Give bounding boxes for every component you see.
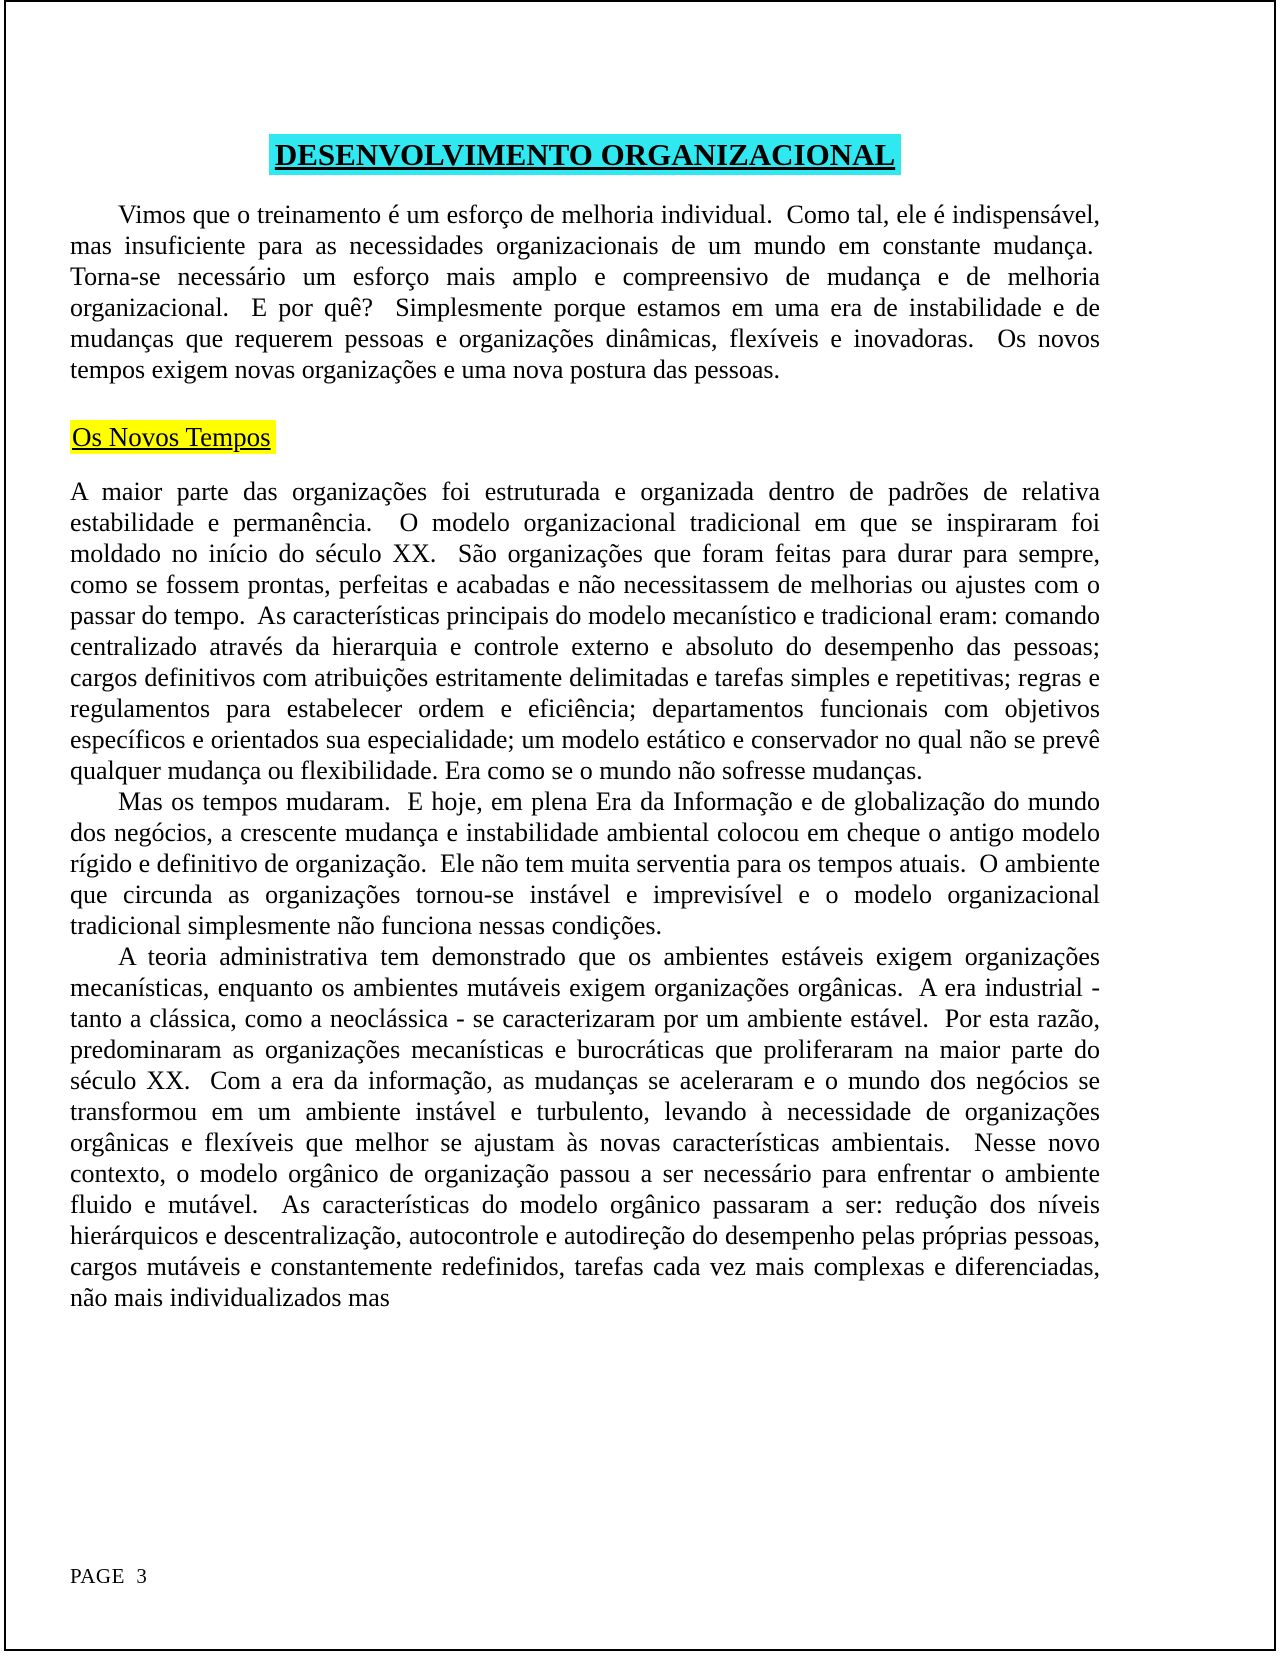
page-number: PAGE 3 xyxy=(70,1564,148,1588)
paragraph-teoria-administrativa: A teoria administrativa tem demonstrado que os ambientes estáveis exigem organizações mecanísticas, enquanto os ambientes mutáveis exigem organizações orgânicas. A era industrial - tanto a clássica, como a neoclássica - se caracterizaram por um ambiente estável. Por esta razão, predominaram as organizações mecanísticas e burocráticas que proliferaram na maior parte do século XX. Com a era da informação, as mudanças se aceleraram e o mundo dos negócios se transformou em um ambiente instável e turbulento, levando à necessidade de organizações orgânicas e flexíveis que melhor se ajustam às novas características ambientais. Nesse novo contexto, o modelo orgânico de organização passou a ser necessário para enfrentar o ambiente fluido e mutável. As características do modelo orgânico passaram a ser: redução dos níveis hierárquicos e descentralização, autocontrole e autodireção do desempenho pelas próprias pessoas, cargos mutáveis e constantemente redefinidos, tarefas cada vez mais complexas e diferenciadas, não mais individualizados mas xyxy=(70,941,1100,1312)
paragraph-intro: Vimos que o treinamento é um esforço de melhoria individual. Como tal, ele é indispensável, mas insuficiente para as necessidades organizacionais de um mundo em constante mudança. Torna-se necessário um esforço mais amplo e compreensivo de mudança e de melhoria organizacional. E por quê? Simplesmente porque estamos em uma era de instabilidade e de mudanças que requerem pessoas e organizações dinâmicas, flexíveis e inovadoras. Os novos tempos exigem novas organizações e uma nova postura das pessoas. xyxy=(70,199,1100,384)
section-heading xyxy=(70,421,1100,455)
paragraph-tempos-mudaram: Mas os tempos mudaram. E hoje, em plena Era da Informação e de globalização do mundo dos negócios, a crescente mudança e instabilidade ambiental colocou em cheque o antigo modelo rígido e definitivo de organização. Ele não tem muita serventia para os tempos atuais. O ambiente que circunda as organizações tornou-se instável e imprevisível e o modelo organizacional tradicional simplesmente não funciona nessas condições. xyxy=(70,786,1100,940)
page-content xyxy=(70,0,1100,1313)
page-title xyxy=(70,0,1100,175)
paragraph-modelo-tradicional: A maior parte das organizações foi estruturada e organizada dentro de padrões de relativa estabilidade e permanência. O modelo organizacional tradicional em que se inspiraram foi moldado no início do século XX. São organizações que foram feitas para durar para sempre, como se fossem prontas, perfeitas e acabadas e não necessitassem de melhorias ou ajustes com o passar do tempo. As características principais do modelo mecanístico e tradicional eram: comando centralizado através da hierarquia e controle externo e absoluto do desempenho das pessoas; cargos definitivos com atribuições estritamente delimitadas e tarefas simples e repetitivas; regras e regulamentos para estabelecer ordem e eficiência; departamentos funcionais com objetivos específicos e orientados sua especialidade; um modelo estático e conservador no qual não se prevê qualquer mudança ou flexibilidade. Era como se o mundo não sofresse mudanças. xyxy=(70,476,1100,785)
heading-highlight: Os Novos Tempos xyxy=(70,420,276,454)
title-highlight: DESENVOLVIMENTO ORGANIZACIONAL xyxy=(269,134,901,175)
